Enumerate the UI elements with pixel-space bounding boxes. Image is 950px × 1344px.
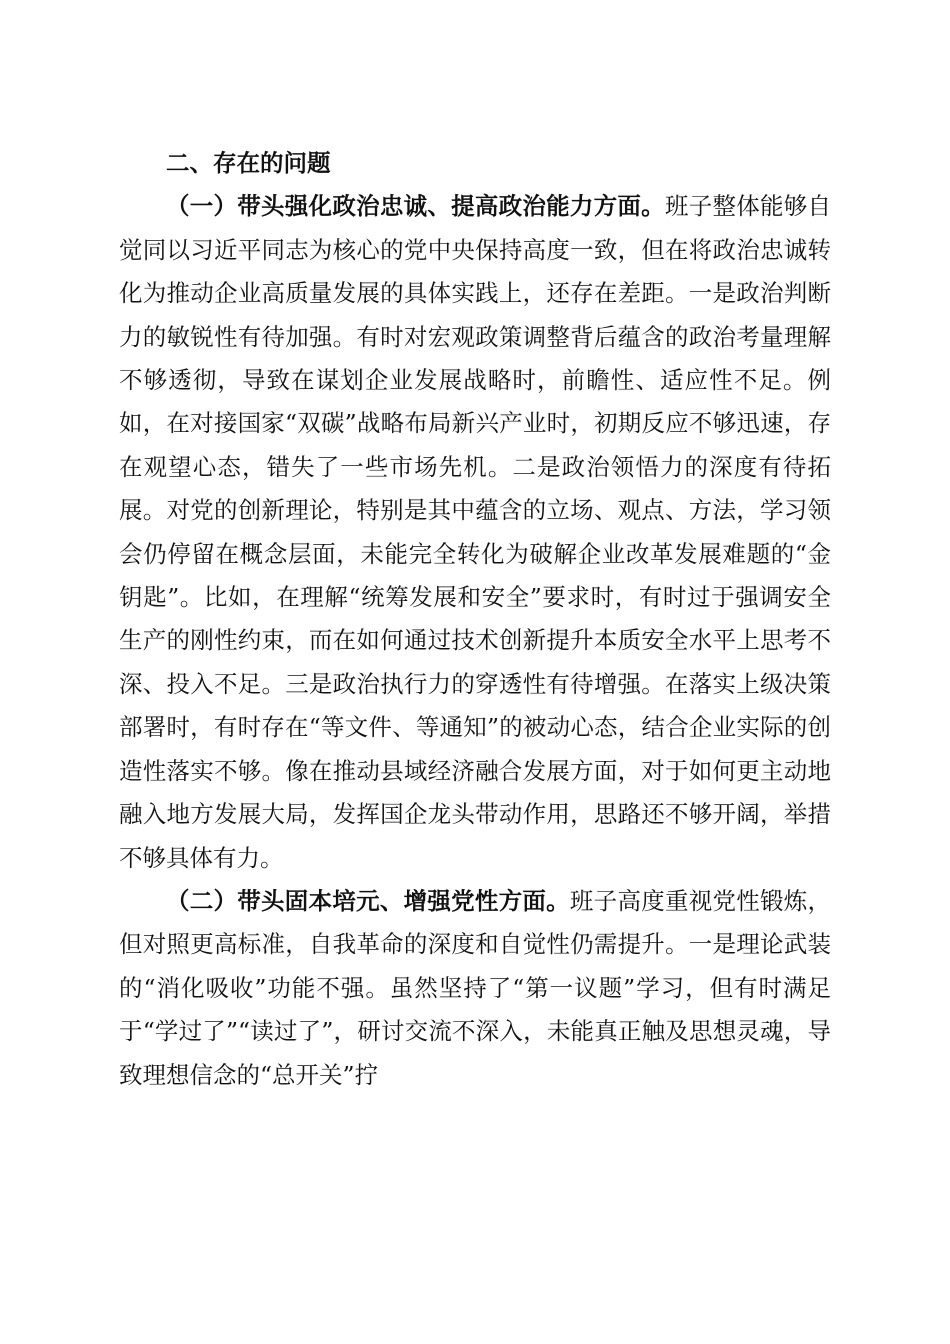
paragraph-2 — [119, 880, 831, 1097]
paragraph-2-lead: （二）带头固本培元、增强党性方面。 — [166, 886, 570, 915]
section-heading: 二、存在的问题 — [166, 149, 331, 177]
paragraph-1-lead: （一）带头强化政治忠诚、提高政治能力方面。 — [166, 192, 665, 221]
document-body — [119, 142, 831, 1097]
paragraph-1 — [119, 185, 831, 880]
paragraph-2-body: 班子高度重视党性锻炼，但对照更高标准，自我革命的深度和自觉性仍需提升。一是理论武装的“消化吸收”功能不强。虽然坚持了“第一议题”学习，但有时满足于“学过了”“读过了”，研讨交流不深入，未能真正触及思想灵魂，导致理想信念的“总开关”拧 — [119, 886, 832, 1089]
paragraph-1-body: 班子整体能够自觉同以习近平同志为核心的党中央保持高度一致，但在将政治忠诚转化为推动企业高质量发展的具体实践上，还存在差距。一是政治判断力的敏锐性有待加强。有时对宏观政策调整背后蕴含的政治考量理解不够透彻，导致在谋划企业发展战略时，前瞻性、适应性不足。例如，在对接国家“双碳”战略布局新兴产业时，初期反应不够迅速，存在观望心态，错失了一些市场先机。二是政治领悟力的深度有待拓展。对党的创新理论，特别是其中蕴含的立场、观点、方法，学习领会仍停留在概念层面，未能完全转化为破解企业改革发展难题的“金钥匙”。比如，在理解“统筹发展和安全”要求时，有时过于强调安全生产的刚性约束，而在如何通过技术创新提升本质安全水平上思考不深、投入不足。三是政治执行力的穿透性有待增强。在落实上级决策部署时，有时存在“等文件、等通知”的被动心态，结合企业实际的创造性落实不够。像在推动县域经济融合发展方面，对于如何更主动地融入地方发展大局，发挥国企龙头带动作用，思路还不够开阔，举措不够具体有力。 — [119, 192, 832, 872]
